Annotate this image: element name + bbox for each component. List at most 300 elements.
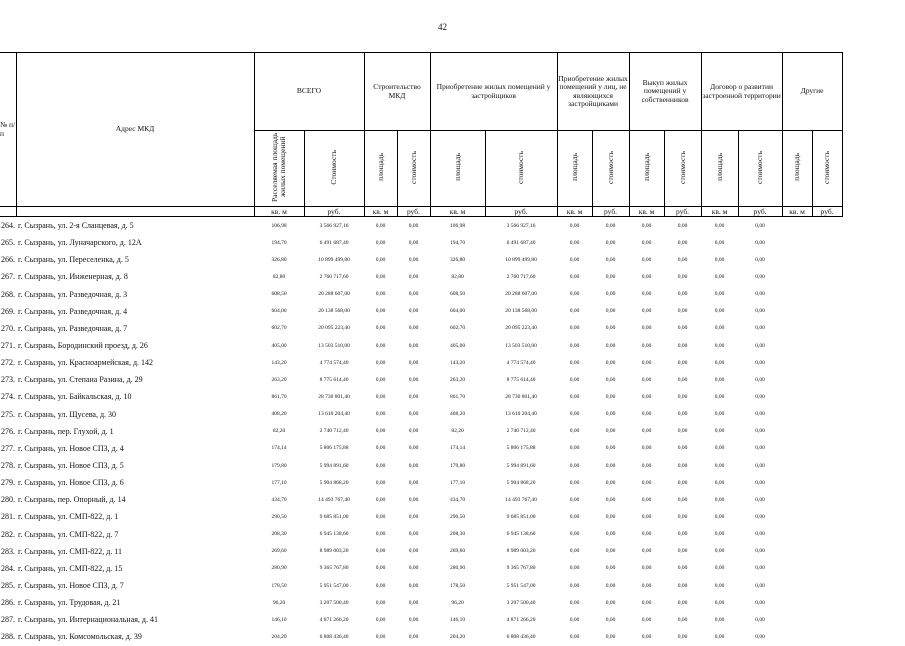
row-value: 5 806 175,88 [506,445,536,452]
table-row [0,303,842,320]
group-nondeveloper-purchase-header: Приобретение жилых помещений у лиц, не являющихся застройщиками [557,53,629,131]
row-value: 0,00 [714,531,725,538]
row-number: 264. [1,221,15,231]
row-value: 0,00 [408,531,419,538]
row-value: 0,00 [755,633,765,640]
row-value: 0,00 [714,411,725,418]
table-row [0,543,842,560]
row-value: 8 989 003,20 [506,548,536,555]
row-value: 0,00 [408,342,419,349]
row-total-area: 861,70 [271,393,287,400]
row-value: 0,00 [375,548,386,555]
row-value: 9 685 851,00 [506,513,536,520]
row-value: 0,00 [641,479,652,486]
row-address: г. Сызрань, пер. Глухой, д. 1 [18,426,114,436]
table-row [0,286,842,303]
row-value: 0,00 [569,273,580,280]
row-value: 0,00 [375,239,386,246]
row-value: 194,70 [449,239,466,246]
group-developer-purchase-header: Приобретение жилых помещений у застройщиков [430,53,557,131]
row-value: 0,00 [605,222,616,229]
row-value: 0,00 [408,291,419,298]
row-total-area: 82,20 [272,428,286,435]
table-body [0,217,842,646]
row-value: 0,00 [641,599,652,606]
row-value: 0,00 [755,531,765,538]
row-value: 0,00 [677,445,688,452]
row-value: 6 945 138,60 [506,531,536,538]
row-total-cost: 2 760 717,60 [319,273,349,280]
sub-total-area-header: Расселяемая площадь жилых помещений [254,131,304,207]
row-value: 0,00 [408,599,419,606]
row-value: 269,60 [449,548,466,555]
sub-area-header: площадь [701,131,738,207]
row-value: 0,00 [714,445,725,452]
row-value: 0,00 [375,616,386,623]
group-territory-development-header: Договор о развитии застроенной территории [701,53,782,131]
row-address: г. Сызрань, ул. Красноармейская, д. 142 [18,358,154,368]
row-value: 0,00 [375,342,386,349]
row-value: 0,00 [408,479,419,486]
row-value: 5 994 891,60 [506,462,536,469]
table-row [0,217,842,235]
row-total-cost: 13 610 204,40 [318,411,350,418]
row-value: 0,00 [569,308,580,315]
sub-area-header: площадь [782,131,812,207]
row-number: 269. [1,306,15,316]
row-value: 0,00 [714,548,725,555]
row-value: 0,00 [605,496,616,503]
row-value: 0,00 [714,462,725,469]
row-value: 0,00 [605,325,616,332]
row-value: 0,00 [714,325,725,332]
unit-label: кв. м [254,207,304,217]
page-number: 42 [438,22,447,32]
row-value: 0,00 [569,633,580,640]
row-address: г. Сызрань, ул. Разведочная, д. 7 [18,323,128,333]
row-value: 0,00 [375,291,386,298]
row-value: 0,00 [755,239,765,246]
unit-label: кв. м [557,207,592,217]
row-value: 0,00 [714,342,725,349]
row-value: 0,00 [375,273,386,280]
table-row [0,526,842,543]
row-value: 0,00 [569,565,580,572]
row-number: 283. [1,546,15,556]
row-value: 0,00 [641,496,652,503]
row-value: 0,00 [677,393,688,400]
row-value: 0,00 [569,599,580,606]
row-value: 434,70 [449,496,466,503]
row-value: 20 288 607,00 [505,291,537,298]
row-value: 280,90 [449,565,466,572]
row-value: 5 904 868,20 [506,479,536,486]
row-value: 0,00 [605,565,616,572]
row-value: 0,00 [605,513,616,520]
row-total-area: 405,00 [271,342,287,349]
row-value: 0,00 [677,582,688,589]
row-value: 0,00 [375,513,386,520]
row-total-cost: 6 491 687,40 [319,239,349,246]
row-value: 0,00 [641,548,652,555]
row-value: 0,00 [641,513,652,520]
row-value: 0,00 [755,325,765,332]
row-total-area: 82,80 [272,273,286,280]
row-address: г. Сызрань, ул. Щусева, д. 30 [18,409,117,419]
unit-label: руб. [812,207,842,217]
row-value: 0,00 [755,479,765,486]
table-row [0,560,842,577]
row-value: 0,00 [755,308,765,315]
row-value: 20 095 223,40 [505,325,537,332]
row-value: 0,00 [714,513,725,520]
row-value: 0,00 [755,496,765,503]
row-value: 0,00 [641,222,652,229]
row-value: 0,00 [375,256,386,263]
row-total-cost: 4 774 574,40 [319,359,349,366]
row-value: 0,00 [714,565,725,572]
row-value: 0,00 [677,599,688,606]
row-total-area: 96,20 [272,599,286,606]
row-total-cost: 28 730 801,40 [318,393,350,400]
row-value: 0,00 [755,342,765,349]
row-value: 0,00 [641,445,652,452]
row-total-cost: 4 871 266,20 [319,616,349,623]
row-value: 0,00 [677,513,688,520]
row-total-cost: 9 365 767,80 [319,565,349,572]
row-value: 4 871 266,20 [506,616,536,623]
table-row [0,594,842,611]
row-value: 0,00 [755,548,765,555]
row-total-area: 174,14 [271,445,287,452]
row-value: 0,00 [605,633,616,640]
row-value: 0,00 [375,582,386,589]
row-value: 0,00 [605,256,616,263]
row-total-cost: 5 951 547,00 [319,582,349,589]
row-total-cost: 20 288 607,00 [318,291,350,298]
row-total-cost: 6 945 138,60 [319,531,349,538]
table-row [0,406,842,423]
row-value: 0,00 [677,359,688,366]
row-value: 106,98 [449,222,466,229]
row-address: г. Сызрань, ул. СМП-822, д. 7 [18,529,119,539]
table-row [0,491,842,508]
row-number: 266. [1,255,15,265]
row-value: 0,00 [375,359,386,366]
sub-area-header: площадь [364,131,397,207]
row-total-cost: 10 899 499,80 [318,256,350,263]
row-value: 0,00 [408,513,419,520]
col-address-header: Адрес МКД [16,53,254,207]
row-number: 278. [1,461,15,471]
row-total-cost: 8 775 614,40 [319,376,349,383]
row-value: 96,20 [451,599,464,606]
row-value: 6 808 436,40 [506,633,536,640]
row-number: 282. [1,529,15,539]
row-total-area: 326,80 [271,256,287,263]
group-total-header: ВСЕГО [254,53,364,131]
row-value: 0,00 [605,291,616,298]
row-value: 0,00 [677,325,688,332]
row-total-cost: 14 493 767,40 [318,496,350,503]
row-address: г. Сызрань, ул. Степана Разина, д. 29 [18,375,143,385]
table-row [0,628,842,645]
row-value: 6 491 687,40 [506,239,536,246]
row-address: г. Сызрань, ул. СМП-822, д. 15 [18,563,123,573]
row-value: 0,00 [755,428,765,435]
row-value: 326,80 [449,256,466,263]
row-value: 0,00 [408,496,419,503]
row-value: 0,00 [569,359,580,366]
table-row [0,234,842,251]
row-value: 0,00 [714,599,725,606]
row-number: 286. [1,598,15,608]
unit-label: кв. м [629,207,664,217]
row-value: 0,00 [605,308,616,315]
row-total-cost: 6 808 436,40 [319,633,349,640]
row-total-area: 602,70 [271,325,287,332]
sub-total-cost-header: Стоимость [304,131,364,207]
row-total-area: 146,10 [271,616,287,623]
table-row [0,371,842,388]
row-value: 0,00 [569,291,580,298]
row-value: 0,00 [569,616,580,623]
row-total-area: 178,50 [271,582,287,589]
row-number: 276. [1,426,15,436]
row-number: 279. [1,478,15,488]
row-value: 0,00 [677,273,688,280]
row-value: 0,00 [569,496,580,503]
row-value: 0,00 [641,565,652,572]
row-value: 0,00 [677,239,688,246]
table-row [0,268,842,285]
row-value: 0,00 [641,239,652,246]
row-value: 0,00 [677,411,688,418]
row-value: 0,00 [755,273,765,280]
row-value: 0,00 [408,325,419,332]
row-value: 0,00 [569,325,580,332]
row-address: г. Сызрань, ул. 2-я Сланцевая, д. 5 [18,221,134,231]
row-total-cost: 5 994 891,60 [319,462,349,469]
row-address: г. Сызрань, ул. Переселенка, д. 5 [18,255,129,265]
row-value: 0,00 [569,256,580,263]
row-value: 0,00 [677,565,688,572]
row-value: 0,00 [677,308,688,315]
row-value: 0,00 [677,291,688,298]
row-value: 604,00 [449,308,466,315]
row-value: 0,00 [408,548,419,555]
row-value: 0,00 [569,462,580,469]
row-value: 0,00 [605,273,616,280]
row-value: 0,00 [605,342,616,349]
row-value: 204,20 [449,633,466,640]
row-value: 0,00 [569,239,580,246]
unit-label: кв. м [701,207,738,217]
unit-label: руб. [664,207,701,217]
row-value: 0,00 [408,239,419,246]
row-value: 0,00 [569,548,580,555]
row-address: г. Сызрань, ул. Трудовая, д. 21 [18,598,121,608]
row-number: 288. [1,632,15,642]
row-value: 0,00 [569,342,580,349]
unit-label: руб. [397,207,430,217]
row-total-cost: 8 989 003,20 [319,548,349,555]
row-address: г. Сызрань, ул. Разведочная, д. 3 [18,289,128,299]
row-value: 0,00 [605,393,616,400]
col-num-header: № п/п [0,53,16,207]
row-address: г. Сызрань, пер. Опорный, д. 14 [18,495,126,505]
row-value: 0,00 [605,548,616,555]
row-value: 28 730 801,40 [505,393,537,400]
row-address: г. Сызрань, Бородинский проезд, д. 26 [18,341,148,351]
row-value: 0,00 [569,513,580,520]
row-value: 0,00 [408,256,419,263]
sub-area-header: площадь [629,131,664,207]
row-value: 0,00 [605,582,616,589]
row-value: 0,00 [375,599,386,606]
row-address: г. Сызрань, ул. Новое СПЗ, д. 4 [18,443,124,453]
row-value: 0,00 [755,222,765,229]
row-value: 0,00 [714,633,725,640]
row-value: 0,00 [408,616,419,623]
row-address: г. Сызрань, ул. Инженерная, д. 8 [18,272,128,282]
row-value: 0,00 [569,376,580,383]
row-value: 0,00 [605,411,616,418]
row-value: 0,00 [755,616,765,623]
row-value: 0,00 [755,291,765,298]
row-value: 0,00 [375,222,386,229]
row-value: 0,00 [408,565,419,572]
row-value: 0,00 [375,411,386,418]
sub-cost-header: стоимость [812,131,842,207]
row-total-area: 204,20 [271,633,287,640]
row-value: 0,00 [375,633,386,640]
table-row [0,423,842,440]
row-value: 0,00 [677,342,688,349]
row-value: 13 503 510,00 [505,342,537,349]
row-value: 0,00 [641,531,652,538]
row-value: 0,00 [408,222,419,229]
row-total-area: 290,50 [271,513,287,520]
row-value: 0,00 [375,565,386,572]
row-number: 284. [1,563,15,573]
row-address: г. Сызрань, ул. СМП-822, д. 11 [18,546,123,556]
row-value: 0,00 [641,273,652,280]
row-value: 0,00 [569,411,580,418]
table-row [0,611,842,628]
row-number: 274. [1,392,15,402]
row-value: 0,00 [755,513,765,520]
row-value: 5 951 547,00 [506,582,536,589]
group-other-header: Другие [782,53,842,131]
table-row [0,337,842,354]
row-value: 178,50 [449,582,466,589]
row-value: 0,00 [641,582,652,589]
row-value: 146,10 [449,616,466,623]
row-value: 0,00 [375,308,386,315]
row-number: 277. [1,443,15,453]
row-value: 0,00 [755,359,765,366]
row-number: 280. [1,495,15,505]
row-value: 0,00 [408,445,419,452]
row-value: 179,80 [449,462,466,469]
row-value: 290,50 [449,513,466,520]
row-total-cost: 2 740 712,40 [319,428,349,435]
row-address: г. Сызрань, ул. Новое СПЗ, д. 6 [18,478,124,488]
row-total-cost: 5 904 868,20 [319,479,349,486]
row-value: 0,00 [714,222,725,229]
row-value: 608,50 [449,291,466,298]
row-total-cost: 13 503 510,00 [318,342,350,349]
row-value: 0,00 [408,462,419,469]
row-value: 0,00 [641,256,652,263]
row-value: 0,00 [677,616,688,623]
row-value: 0,00 [375,428,386,435]
row-number: 281. [1,512,15,522]
row-value: 0,00 [641,359,652,366]
sub-cost-header: стоимость [485,131,557,207]
row-value: 0,00 [375,376,386,383]
row-number: 273. [1,375,15,385]
resettlement-table [0,52,843,646]
row-value: 0,00 [569,445,580,452]
row-value: 0,00 [408,582,419,589]
row-total-area: 269,60 [271,548,287,555]
row-value: 0,00 [641,462,652,469]
row-value: 0,00 [641,428,652,435]
table-row [0,320,842,337]
row-value: 0,00 [641,291,652,298]
row-value: 20 138 568,00 [505,308,537,315]
table-row [0,440,842,457]
row-number: 270. [1,323,15,333]
row-value: 0,00 [569,582,580,589]
row-value: 0,00 [755,582,765,589]
row-total-area: 179,80 [271,462,287,469]
row-value: 0,00 [714,393,725,400]
unit-label: руб. [738,207,782,217]
row-value: 0,00 [605,359,616,366]
row-total-cost: 3 566 927,16 [319,222,349,229]
unit-label: кв. м [364,207,397,217]
sub-area-header: площадь [430,131,485,207]
row-value: 0,00 [375,325,386,332]
row-value: 0,00 [375,479,386,486]
row-address: г. Сызрань, ул. Комсомольская, д. 39 [18,632,142,642]
row-total-area: 434,70 [271,496,287,503]
row-value: 405,00 [449,342,466,349]
row-address: г. Сызрань, ул. Луначарского, д. 12А [18,238,142,248]
table-row [0,474,842,491]
row-value: 0,00 [375,496,386,503]
row-value: 0,00 [714,376,725,383]
row-value: 0,00 [605,462,616,469]
row-total-area: 194,70 [271,239,287,246]
row-value: 0,00 [714,359,725,366]
row-value: 0,00 [408,411,419,418]
row-value: 861,70 [449,393,466,400]
unit-label: кв. м [430,207,485,217]
row-address: г. Сызрань, ул. Байкальская, д. 10 [18,392,132,402]
table-row [0,577,842,594]
row-value: 0,00 [569,479,580,486]
row-value: 82,80 [451,273,464,280]
row-value: 2 740 712,40 [506,428,536,435]
row-value: 0,00 [755,256,765,263]
row-value: 0,00 [641,325,652,332]
row-value: 0,00 [755,565,765,572]
row-value: 2 760 717,60 [506,273,536,280]
